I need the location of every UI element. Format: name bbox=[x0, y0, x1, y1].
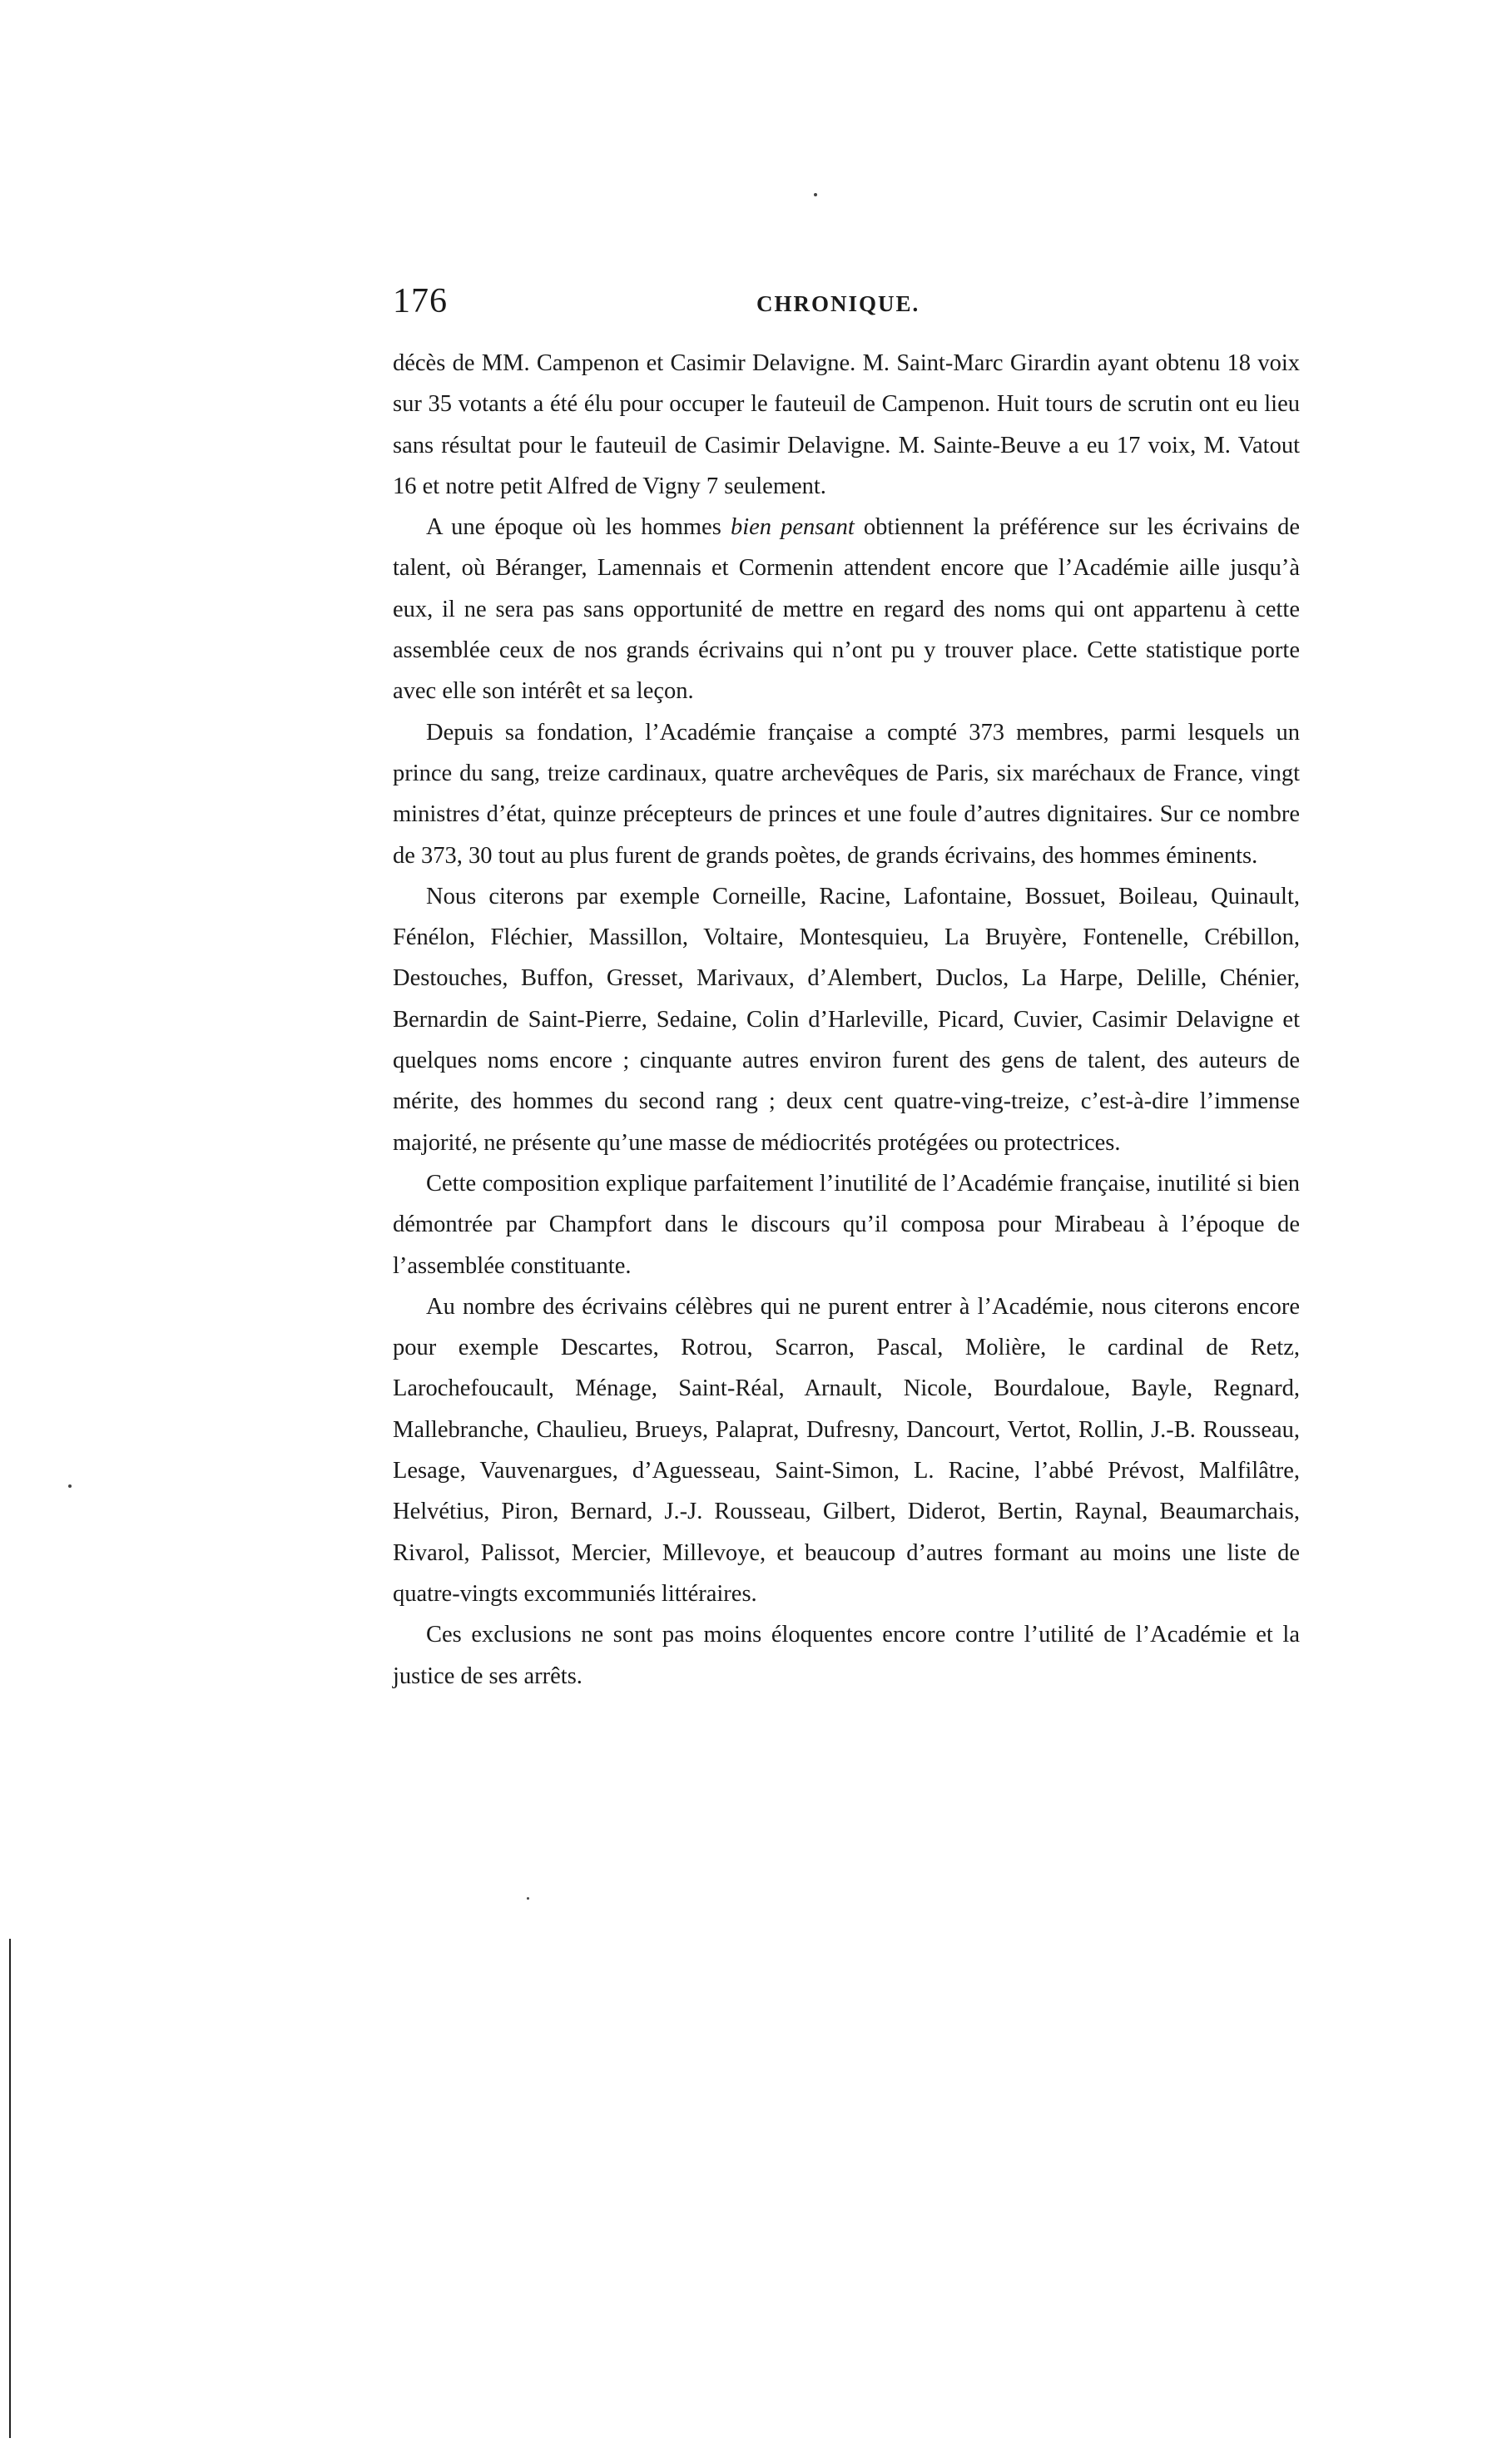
italic-phrase: bien pensant bbox=[730, 514, 855, 541]
paragraph bbox=[393, 507, 1300, 711]
text-segment: Depuis sa fondation, l’Académie française a compté 373 membres, parmi lesquels un prince du sang, treize cardinaux, quatre archevêques de Paris, six maréchaux de France, vingt ministres d’état, quinze précepteurs de princes et une foule d’autres dignitaires. Sur ce nombre de 373, 30 tout au plus furent de grands poètes, de grands écrivains, des hommes éminents. bbox=[393, 719, 1300, 869]
paragraph bbox=[393, 1614, 1300, 1697]
page-header bbox=[393, 281, 1300, 331]
paragraph bbox=[393, 712, 1300, 876]
text-segment: décès de MM. Campenon et Casimir Delavigne. M. Saint-Marc Girardin ayant obtenu 18 voix sur 35 votants a été élu pour occuper le fauteuil de Campenon. Huit tours de scrutin ont eu lieu sans résultat pour le fauteuil de Casimir Delavigne. M. Sainte-Beuve a eu 17 voix, M. Vatout 16 et notre petit Alfred de Vigny 7 seulement. bbox=[393, 350, 1300, 499]
print-speck bbox=[527, 1897, 529, 1900]
paragraph bbox=[393, 1163, 1300, 1286]
text-segment: obtiennent la préférence sur les écrivains de talent, où Béranger, Lamennais et Cormenin attendent encore que l’Académie aille jusqu’à eux, il ne sera pas sans opportunité de mettre en regard des noms qui ont appartenu à cette assemblée ceux de nos grands écrivains qui n’ont pu y trouver place. Cette statistique porte avec elle son intérêt et sa leçon. bbox=[393, 514, 1300, 705]
paragraph bbox=[393, 343, 1300, 507]
text-segment: Au nombre des écrivains célèbres qui ne purent entrer à l’Académie, nous citerons encore pour exemple Descartes, Rotrou, Scarron, Pascal, Molière, le cardinal de Retz, Larochefoucault, Ménage, Saint-Réal, Arnault, Nicole, Bourdaloue, Bayle, Regnard, Mallebranche, Chaulieu, Brueys, Palaprat, Dufresny, Dancourt, Vertot, Rollin, J.-B. Rousseau, Lesage, Vauvenargues, d’Aguesseau, Saint-Simon, L. Racine, l’abbé Prévost, Malfilâtre, Helvétius, Piron, Bernard, J.-J. Rousseau, Gilbert, Diderot, Bertin, Raynal, Beaumarchais, Rivarol, Palissot, Mercier, Millevoye, et beaucoup d’autres formant au moins une liste de quatre-vingts excommuniés littéraires. bbox=[393, 1293, 1300, 1607]
print-speck bbox=[814, 193, 817, 196]
print-speck bbox=[68, 1484, 72, 1488]
text-segment: A une époque où les hommes bbox=[426, 514, 731, 541]
text-segment: Ces exclusions ne sont pas moins éloquentes encore contre l’utilité de l’Académie et la justice de ses arrêts. bbox=[393, 1622, 1300, 1689]
paragraph bbox=[393, 876, 1300, 1163]
body-text bbox=[393, 343, 1300, 1697]
text-segment: Nous citerons par exemple Corneille, Racine, Lafontaine, Bossuet, Boileau, Quinault, Fénélon, Fléchier, Massillon, Voltaire, Montesquieu, La Bruyère, Fontenelle, Crébillon, Destouches, Buffon, Gresset, Marivaux, d’Alembert, Duclos, La Harpe, Delille, Chénier, Bernardin de Saint-Pierre, Sedaine, Colin d’Harleville, Picard, Cuvier, Casimir Delavigne et quelques noms encore ; cinquante autres environ furent des gens de talent, des auteurs de mérite, des hommes du second rang ; deux cent quatre-ving-treize, c’est-à-dire l’immense majorité, ne présente qu’une masse de médiocrités protégées ou protectrices. bbox=[393, 883, 1300, 1156]
scan-edge-line bbox=[9, 1939, 11, 2438]
running-title: CHRONIQUE. bbox=[756, 291, 920, 316]
paragraph bbox=[393, 1286, 1300, 1614]
text-segment: Cette composition explique parfaitement l’inutilité de l’Académie française, inutilité si bien démontrée par Champfort dans le discours qu’il composa pour Mirabeau à l’époque de l’assemblée constituante. bbox=[393, 1170, 1300, 1279]
page-number: 176 bbox=[393, 282, 448, 320]
